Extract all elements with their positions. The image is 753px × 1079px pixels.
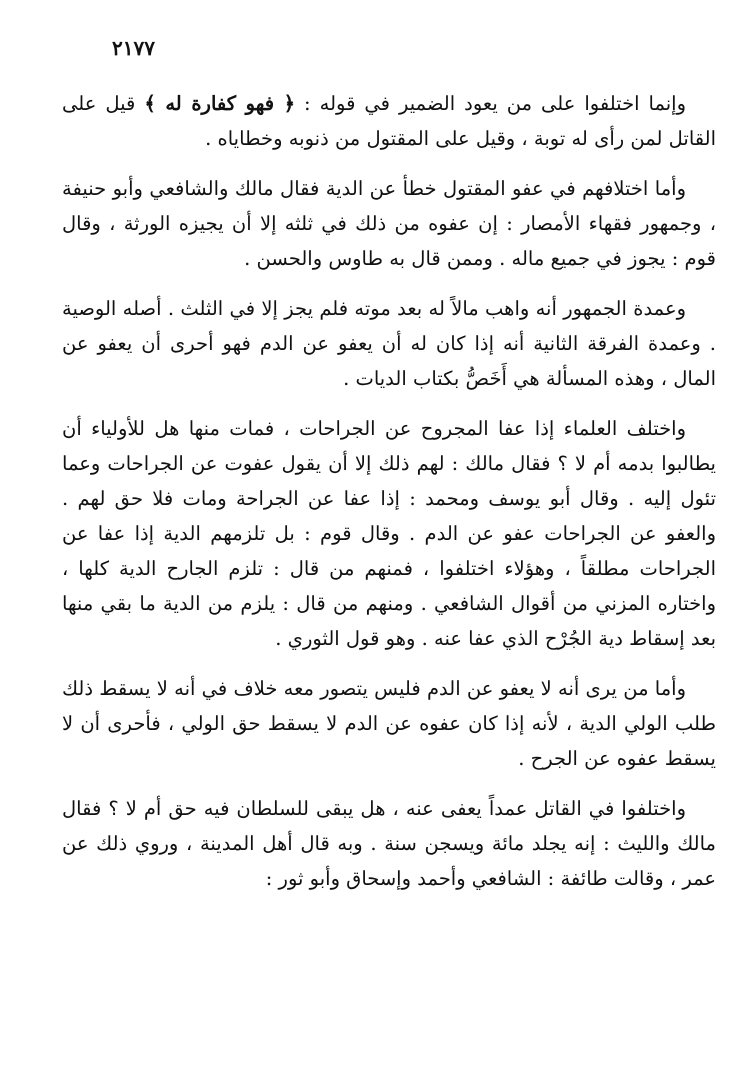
paragraph-1-intro: وإنما اختلفوا على من يعود الضمير في قوله : xyxy=(295,92,687,115)
paragraph-1 xyxy=(62,86,716,156)
page-number: ٢١٧٧ xyxy=(112,36,155,60)
quranic-quote: ﴿ فهو كفارة له ﴾ xyxy=(144,92,296,115)
paragraph-2: وأما اختلافهم في عفو المقتول خطأ عن الدية فقال مالك والشافعي وأبو حنيفة ، وجمهور فقهاء الأمصار : إن عفوه من ذلك في ثلثه إلا أن يجيزه الورثة ، وقال قوم : يجوز في جميع ماله . وممن قال به طاوس والحسن . xyxy=(62,177,716,270)
paragraph-3: وعمدة الجمهور أنه واهب مالاً له بعد موته فلم يجز إلا في الثلث . أصله الوصية . وعمدة الفرقة الثانية أنه إذا كان له أن يعفو عن الدم فهو أحرى أن يعفو عن المال ، وهذه المسألة هي أَخَصُّ بكتاب الديات . xyxy=(62,297,716,390)
paragraph-5: وأما من يرى أنه لا يعفو عن الدم فليس يتصور معه خلاف في أنه لا يسقط ذلك طلب الولي الدية ، لأنه إذا كان عفوه عن الدم لا يسقط حق الولي ، فأحرى أن لا يسقط عفوه عن الجرح . xyxy=(62,677,716,770)
paragraph-1-rest: قيل على القاتل لمن رأى له توبة ، وقيل على المقتول من ذنوبه وخطاياه . xyxy=(62,92,716,150)
paragraph-4: واختلف العلماء إذا عفا المجروح عن الجراحات ، فمات منها هل للأولياء أن يطالبوا بدمه أم لا ؟ فقال مالك : لهم ذلك إلا أن يقول عفوت عن الجراحات وعما تئول إليه . وقال أبو يوسف ومحمد : إذا عفا عن الجراحة ومات فلا حق لهم . والعفو عن الجراحات عفو عن الدم . وقال قوم : بل تلزمهم الدية إذا عفا عن الجراحات مطلقاً ، وهؤلاء اختلفوا ، فمنهم من قال : تلزم الجارح الدية كلها ، واختاره المزني من أقوال الشافعي . ومنهم من قال : يلزم من الدية ما بقي منها بعد إسقاط دية الجُرْح الذي عفا عنه . وهو قول الثوري . xyxy=(62,417,716,650)
page-body xyxy=(62,86,716,896)
paragraph-6: واختلفوا في القاتل عمداً يعفى عنه ، هل يبقى للسلطان فيه حق أم لا ؟ فقال مالك والليث : إنه يجلد مائة ويسجن سنة . وبه قال أهل المدينة ، وروي ذلك عن عمر ، وقالت طائفة : الشافعي وأحمد وإسحاق وأبو ثور : xyxy=(62,797,716,890)
